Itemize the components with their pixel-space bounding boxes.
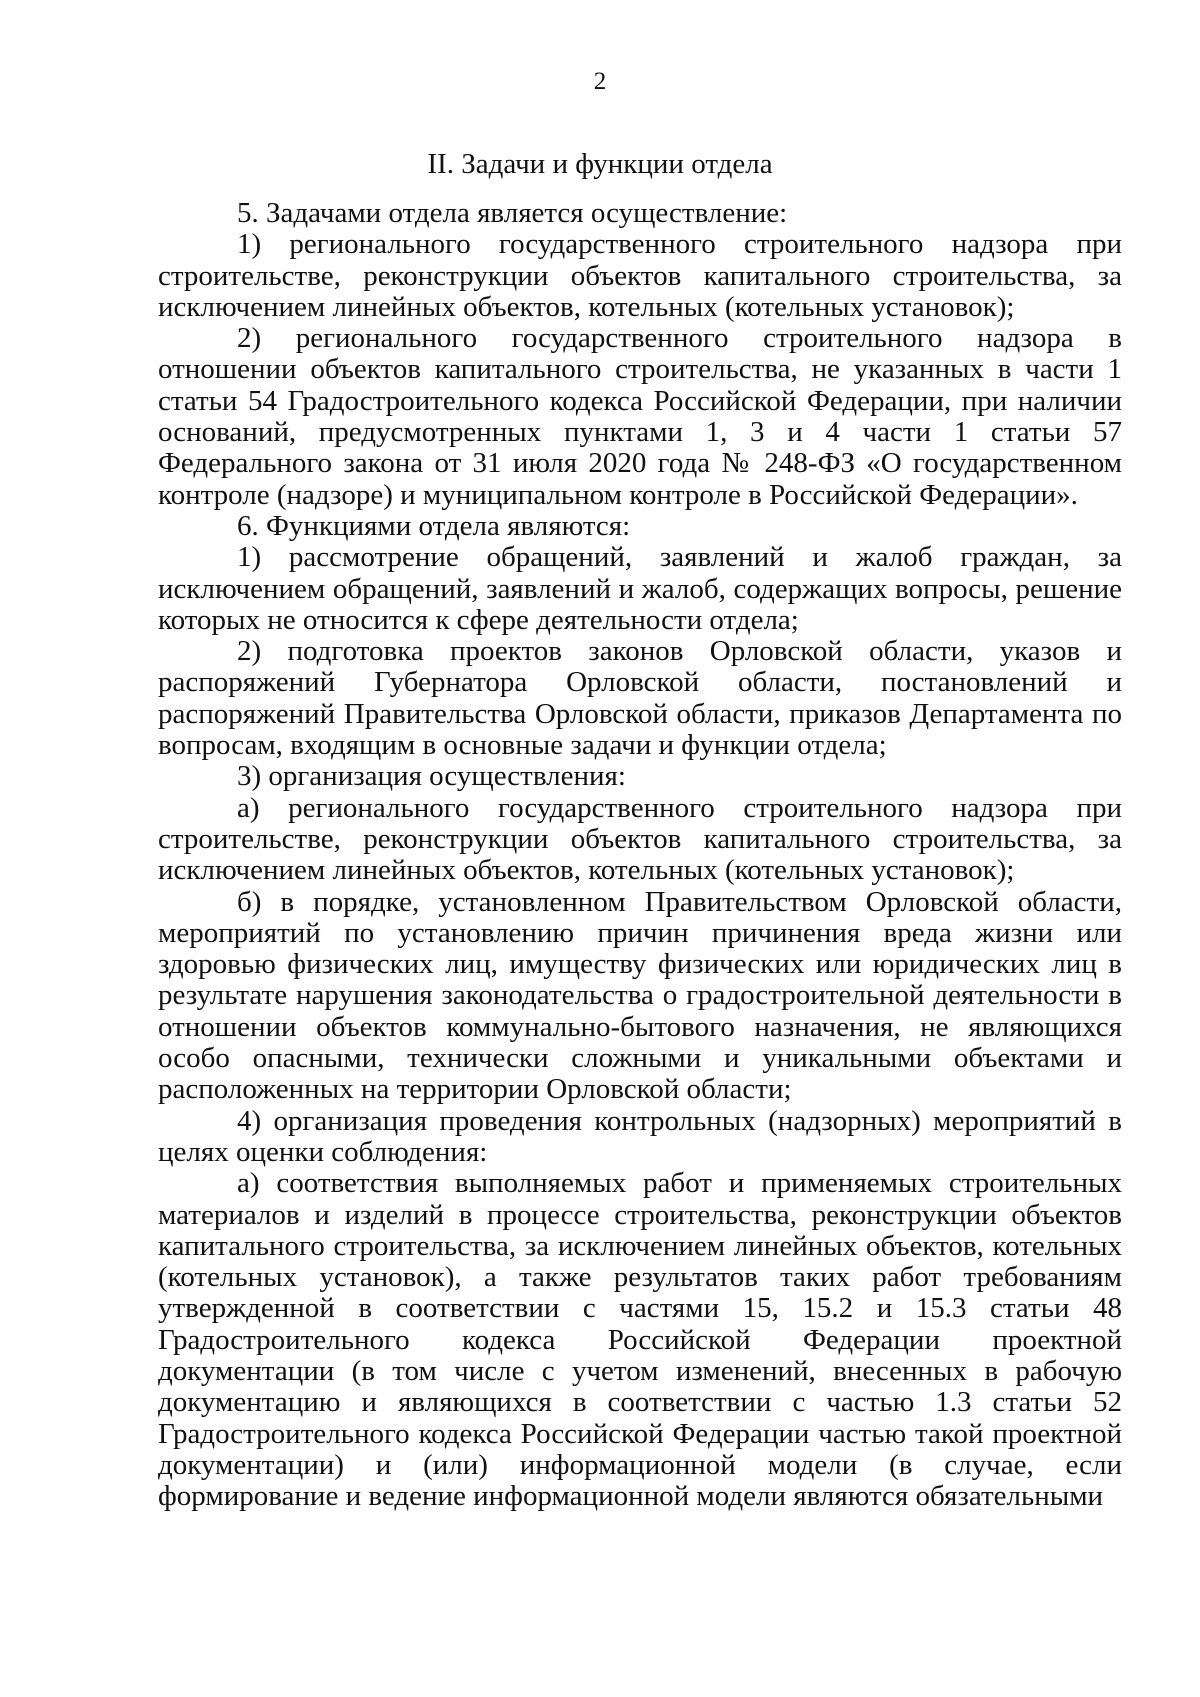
- page-number: 2: [593, 68, 607, 95]
- section-title: II. Задачи и функции отдела: [427, 148, 773, 180]
- paragraph-function-4a: а) соответствия выполняемых работ и применяемых строительных материалов и изделий в процессе строительства, реконструкции объектов капитального строительства, за исключением линейных объектов, котельных (котельных установок), а также результатов таких работ требованиям утвержденной в соответствии с частями 15, 15.2 и 15.3 статьи 48 Градостроительного кодекса Российской Федерации проектной документации (в том числе с учетом изменений, внесенных в рабочую документацию и являющихся в соответствии с частью 1.3 статьи 52 Градостроительного кодекса Российской Федерации частью такой проектной документации) и (или) информационной модели (в случае, если формирование и ведение информационной модели являются обязательными: [158, 1167, 1122, 1513]
- document-body: [158, 198, 1122, 1512]
- paragraph-function-3a: а) регионального государственного строительного надзора при строительстве, реконструкции объектов капитального строительства, за исключением линейных объектов, котельных (котельных установок);: [158, 791, 1122, 887]
- paragraph-function-2: 2) подготовка проектов законов Орловской области, указов и распоряжений Губернатора Орловской области, постановлений и распоряжений Правительства Орловской области, приказов Департамента по вопросам, входящим в основные задачи и функции отдела;: [158, 635, 1122, 762]
- paragraph-function-1: 1) рассмотрение обращений, заявлений и жалоб граждан, за исключением обращений, заявлений и жалоб, содержащих вопросы, решение которых не относится к сфере деятельности отдела;: [158, 541, 1122, 636]
- paragraph-function-4: 4) организация проведения контрольных (надзорных) мероприятий в целях оценки соблюдения:: [158, 1104, 1122, 1168]
- paragraph-task-intro: 5. Задачами отдела является осуществление:: [237, 197, 788, 229]
- paragraph-task-2: 2) регионального государственного строительного надзора в отношении объектов капитального строительства, не указанных в части 1 статьи 54 Градостроительного кодекса Российской Федерации, при наличии оснований, предусмотренных пунктами 1, 3 и 4 части 1 статьи 57 Федерального закона от 31 июля 2020 года № 248-ФЗ «О государственном контроле (надзоре) и муниципальном контроле в Российской Федерации».: [158, 322, 1122, 511]
- paragraph-task-1: 1) регионального государственного строительного надзора при строительстве, реконструкции объектов капитального строительства, за исключением линейных объектов, котельных (котельных установок);: [158, 228, 1122, 323]
- paragraph-function-3: 3) организация осуществления:: [237, 760, 626, 793]
- paragraph-function-3b: б) в порядке, установленном Правительством Орловской области, мероприятий по установлению причин причинения вреда жизни или здоровью физических лиц, имуществу физических или юридических лиц в результате нарушения законодательства о градостроительной деятельности в отношении объектов коммунально-бытового назначения, не являющихся особо опасными, технически сложными и уникальными объектами и расположенных на территории Орловской области;: [158, 885, 1122, 1106]
- paragraph-functions-intro: 6. Функциями отдела являются:: [237, 509, 631, 542]
